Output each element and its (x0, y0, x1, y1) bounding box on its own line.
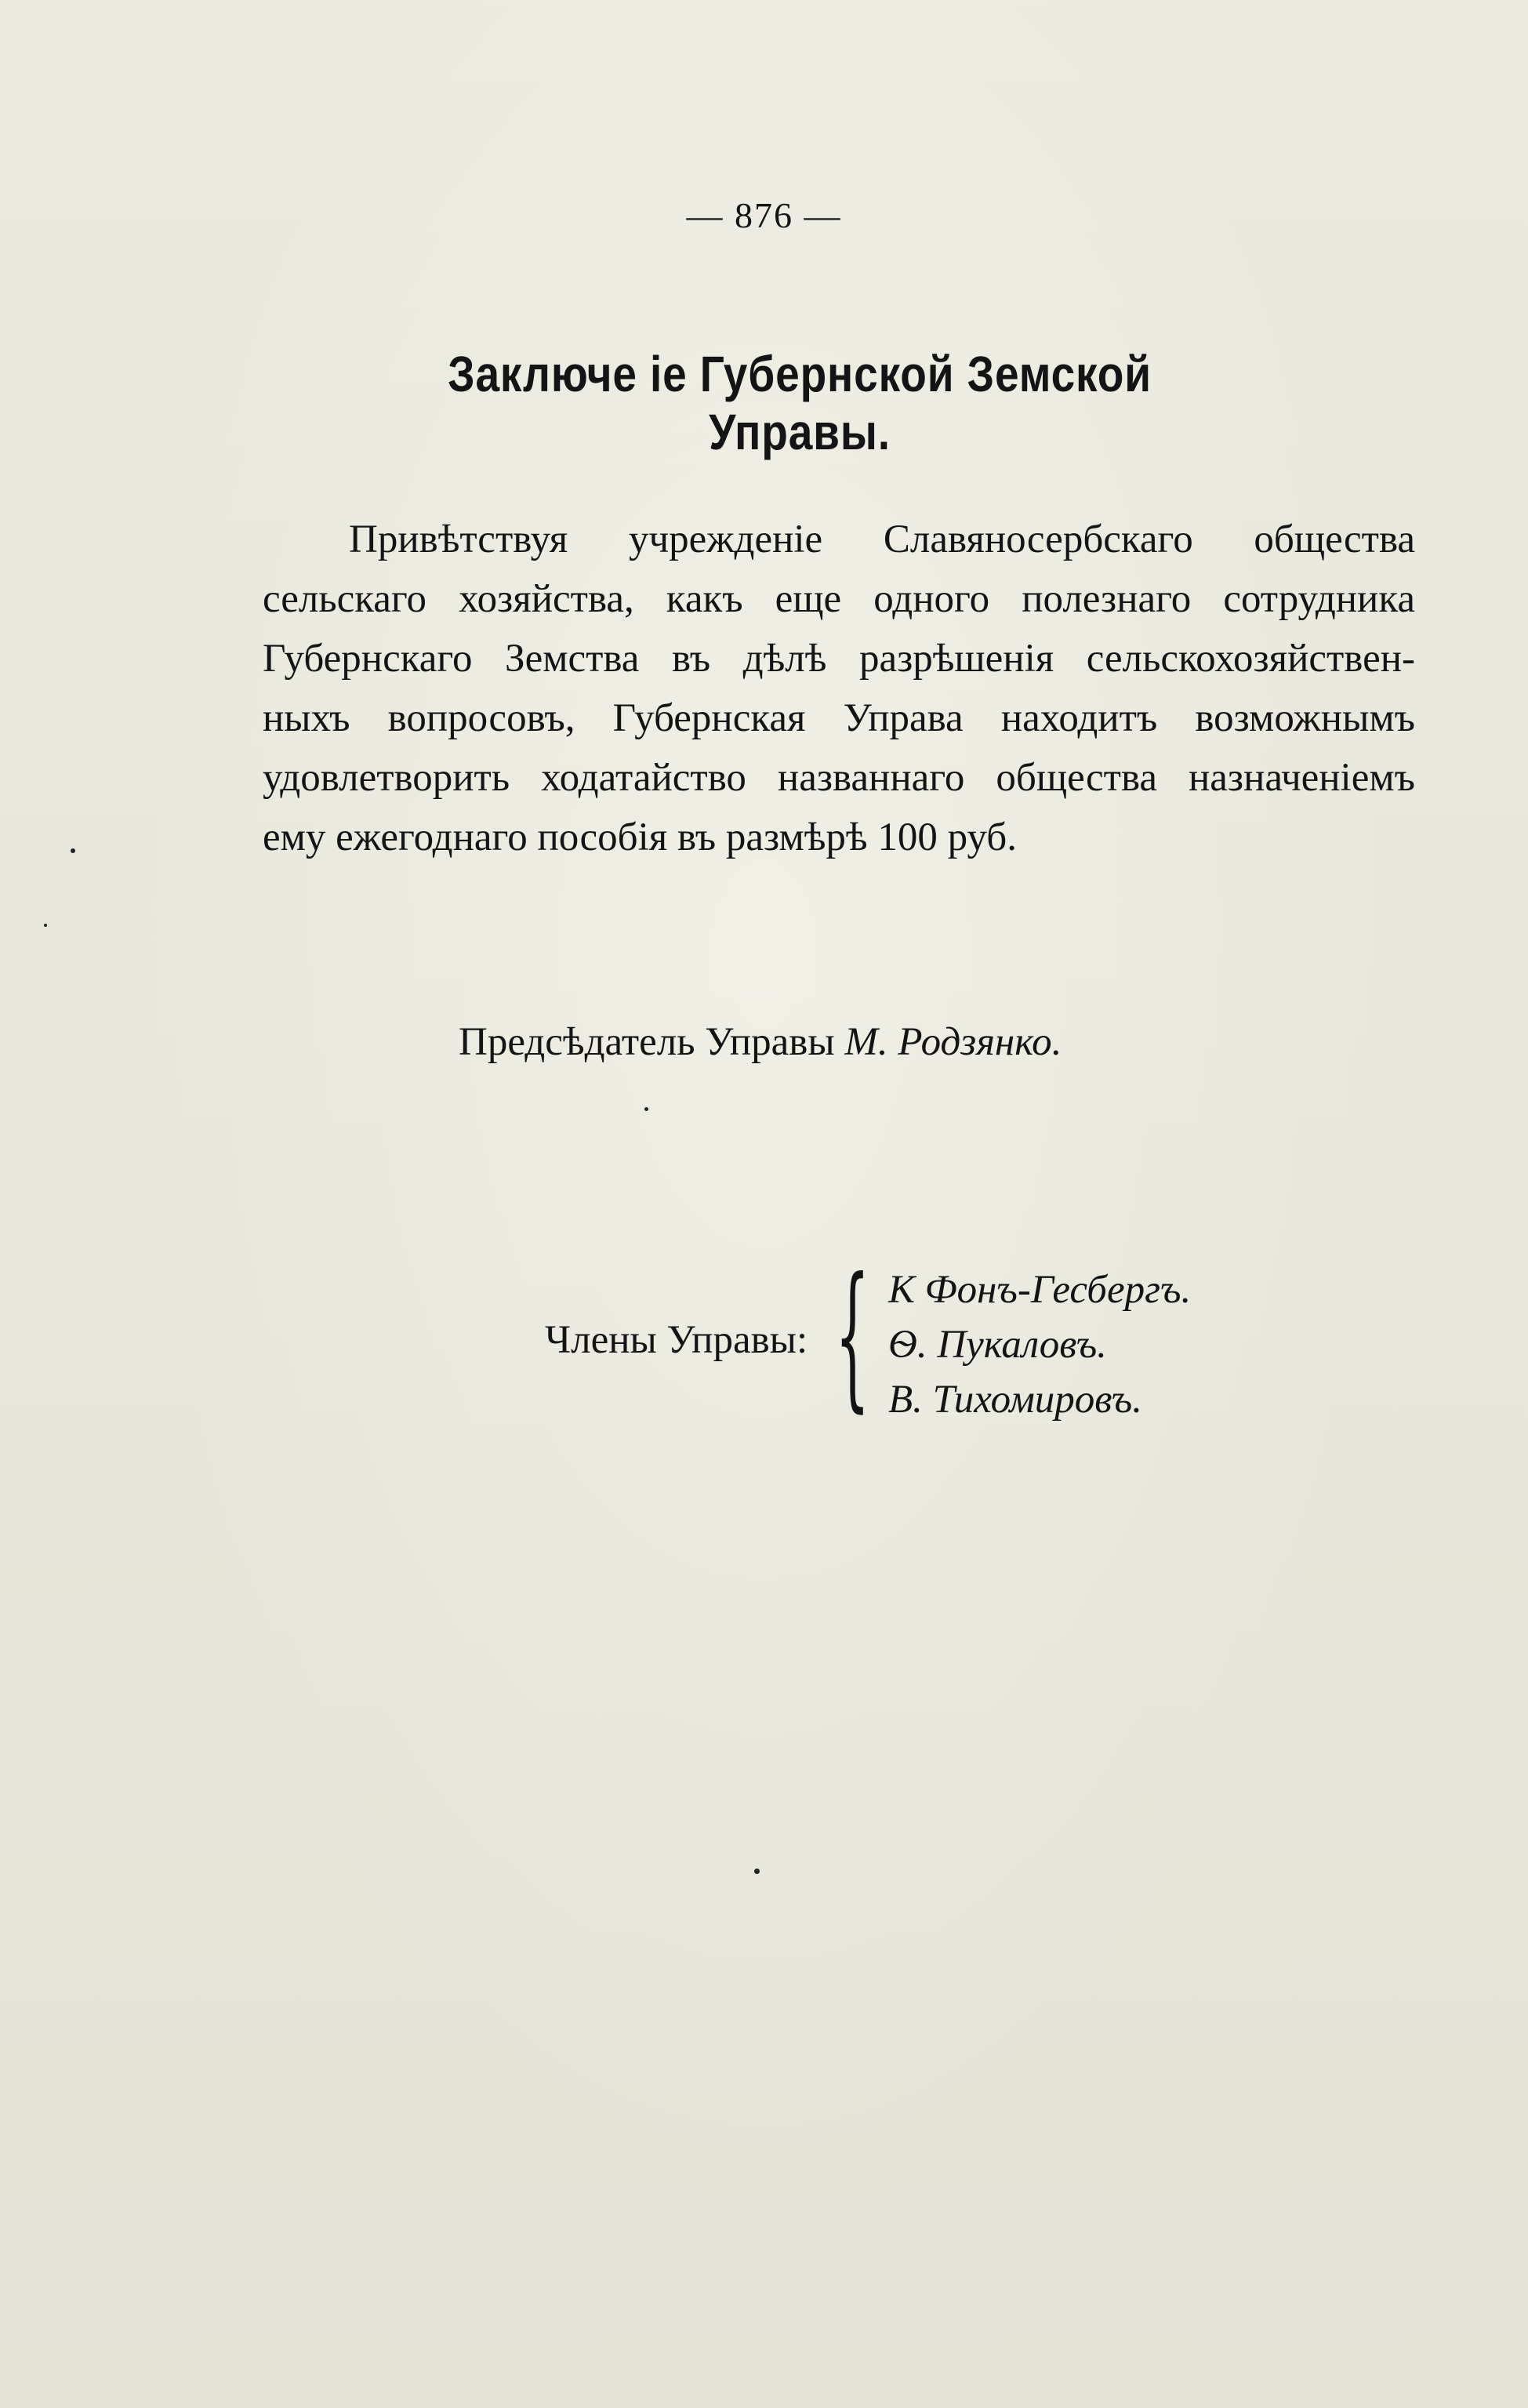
ink-speck (644, 1107, 648, 1111)
member-name: К Фонъ-Гесбергъ. (888, 1268, 1192, 1312)
ink-speck (754, 1869, 760, 1874)
chairman-label: Предсѣдатель Управы (459, 1020, 835, 1064)
body-line: сельскаго хозяйства, какъ еще одного полезнаго сотрудника (263, 577, 1415, 621)
body-line: удовлетворить ходатайство названнаго общества назначеніемъ (263, 756, 1415, 800)
body-line: ныхъ вопросовъ, Губернская Управа находитъ возможнымъ (263, 696, 1415, 740)
members-list (888, 1262, 1191, 1427)
curly-brace-icon: { (835, 1244, 870, 1427)
board-members-block (545, 1244, 1329, 1427)
page-number: — 876 — (686, 195, 842, 235)
chairman-signature (459, 1019, 1062, 1065)
body-line: Губернскаго Земства въ дѣлѣ разрѣшенія сельскохозяйствен- (263, 637, 1415, 681)
body-line: Привѣтствуя учрежденіе Славяносербскаго общества (349, 518, 1415, 561)
section-title: Заключе іе Губернской Земской Управы. (448, 346, 1152, 460)
members-label: Члены Управы: (545, 1318, 808, 1362)
body-line: ему ежегоднаго пособія въ размѣрѣ 100 руб. (263, 815, 1017, 859)
body-paragraph (263, 510, 1415, 867)
ink-speck (44, 924, 47, 927)
member-name: Ѳ. Пукаловъ. (888, 1323, 1107, 1367)
member-name: В. Тихомировъ. (888, 1378, 1142, 1422)
ink-speck (71, 848, 75, 853)
chairman-name: М. Родзянко. (844, 1020, 1062, 1064)
